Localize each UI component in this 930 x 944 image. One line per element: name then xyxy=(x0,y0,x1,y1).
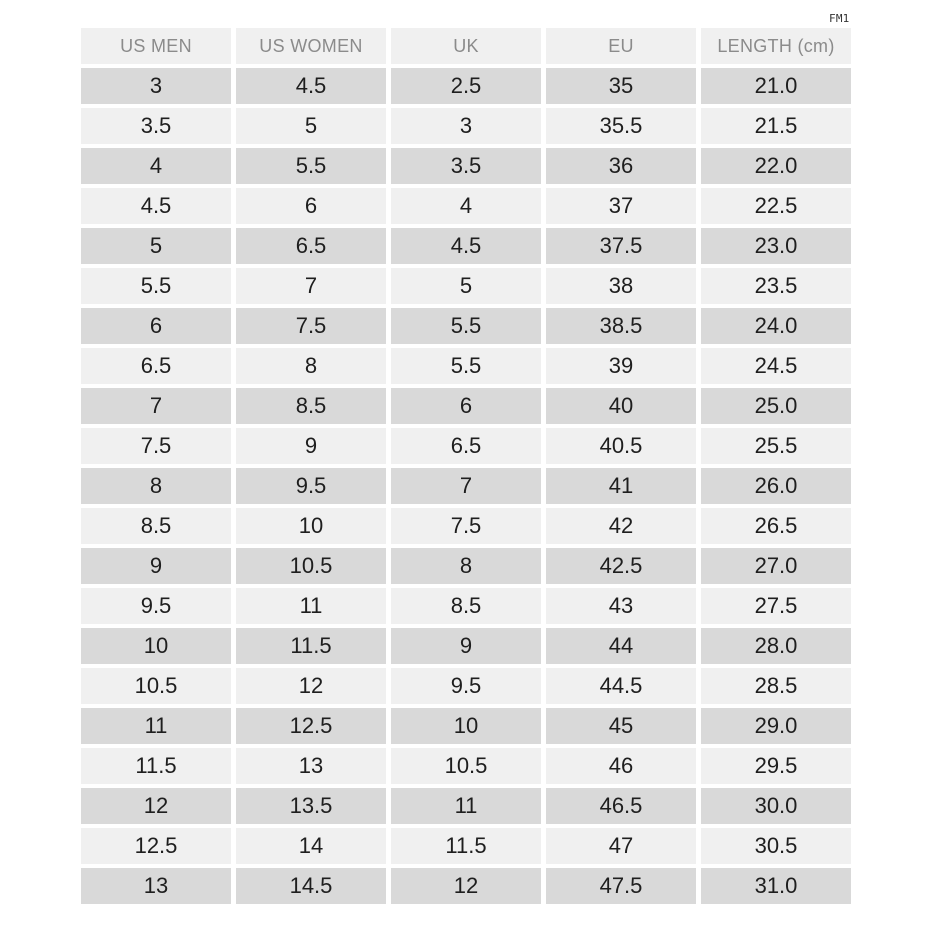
table-cell-eu: 42.5 xyxy=(546,548,696,584)
table-cell-us-men: 7.5 xyxy=(81,428,231,464)
table-cell-eu: 37 xyxy=(546,188,696,224)
table-cell-us-men: 9 xyxy=(81,548,231,584)
table-cell-eu: 35.5 xyxy=(546,108,696,144)
table-cell-us-women: 11.5 xyxy=(236,628,386,664)
table-cell-length-cm: 25.0 xyxy=(701,388,851,424)
table-cell-eu: 46 xyxy=(546,748,696,784)
table-cell-us-women: 7 xyxy=(236,268,386,304)
table-cell-uk: 5.5 xyxy=(391,308,541,344)
table-cell-us-men: 13 xyxy=(81,868,231,904)
table-cell-us-women: 13 xyxy=(236,748,386,784)
table-cell-length-cm: 26.0 xyxy=(701,468,851,504)
table-cell-us-women: 14 xyxy=(236,828,386,864)
table-cell-uk: 3 xyxy=(391,108,541,144)
column-header-us-women: US WOMEN xyxy=(236,28,386,64)
table-cell-eu: 44.5 xyxy=(546,668,696,704)
table-cell-us-men: 4.5 xyxy=(81,188,231,224)
table-cell-uk: 3.5 xyxy=(391,148,541,184)
table-cell-us-men: 3 xyxy=(81,68,231,104)
table-cell-us-men: 11 xyxy=(81,708,231,744)
column-header-eu: EU xyxy=(546,28,696,64)
table-cell-length-cm: 23.0 xyxy=(701,228,851,264)
table-cell-length-cm: 29.5 xyxy=(701,748,851,784)
table-cell-uk: 10 xyxy=(391,708,541,744)
table-cell-uk: 5.5 xyxy=(391,348,541,384)
table-cell-uk: 8 xyxy=(391,548,541,584)
table-cell-us-men: 5 xyxy=(81,228,231,264)
table-cell-us-men: 7 xyxy=(81,388,231,424)
table-cell-eu: 40.5 xyxy=(546,428,696,464)
table-cell-uk: 2.5 xyxy=(391,68,541,104)
table-cell-eu: 38 xyxy=(546,268,696,304)
table-cell-length-cm: 21.5 xyxy=(701,108,851,144)
table-cell-length-cm: 22.5 xyxy=(701,188,851,224)
table-cell-us-men: 12 xyxy=(81,788,231,824)
table-cell-eu: 39 xyxy=(546,348,696,384)
table-cell-us-women: 10 xyxy=(236,508,386,544)
table-cell-us-men: 12.5 xyxy=(81,828,231,864)
table-cell-us-women: 8 xyxy=(236,348,386,384)
table-cell-us-women: 7.5 xyxy=(236,308,386,344)
table-cell-eu: 35 xyxy=(546,68,696,104)
table-cell-uk: 7.5 xyxy=(391,508,541,544)
table-cell-uk: 7 xyxy=(391,468,541,504)
table-cell-length-cm: 22.0 xyxy=(701,148,851,184)
table-cell-us-men: 10 xyxy=(81,628,231,664)
table-cell-uk: 4.5 xyxy=(391,228,541,264)
table-cell-us-women: 6 xyxy=(236,188,386,224)
table-cell-us-men: 8.5 xyxy=(81,508,231,544)
table-cell-eu: 43 xyxy=(546,588,696,624)
table-cell-eu: 47 xyxy=(546,828,696,864)
table-cell-uk: 11 xyxy=(391,788,541,824)
table-cell-eu: 38.5 xyxy=(546,308,696,344)
table-cell-length-cm: 23.5 xyxy=(701,268,851,304)
table-cell-eu: 45 xyxy=(546,708,696,744)
table-cell-us-men: 8 xyxy=(81,468,231,504)
table-cell-length-cm: 24.5 xyxy=(701,348,851,384)
size-conversion-table xyxy=(81,28,851,944)
table-cell-eu: 46.5 xyxy=(546,788,696,824)
table-cell-uk: 10.5 xyxy=(391,748,541,784)
table-cell-length-cm: 31.0 xyxy=(701,868,851,904)
table-cell-us-women: 9.5 xyxy=(236,468,386,504)
table-cell-eu: 41 xyxy=(546,468,696,504)
table-cell-us-men: 6 xyxy=(81,308,231,344)
table-cell-us-men: 6.5 xyxy=(81,348,231,384)
table-cell-eu: 47.5 xyxy=(546,868,696,904)
table-cell-us-men: 10.5 xyxy=(81,668,231,704)
table-cell-length-cm: 24.0 xyxy=(701,308,851,344)
table-cell-length-cm: 25.5 xyxy=(701,428,851,464)
table-cell-us-women: 13.5 xyxy=(236,788,386,824)
table-cell-uk: 4 xyxy=(391,188,541,224)
table-cell-length-cm: 30.5 xyxy=(701,828,851,864)
table-cell-uk: 9.5 xyxy=(391,668,541,704)
table-cell-us-men: 11.5 xyxy=(81,748,231,784)
table-cell-us-men: 5.5 xyxy=(81,268,231,304)
table-cell-us-women: 12 xyxy=(236,668,386,704)
table-cell-us-women: 8.5 xyxy=(236,388,386,424)
table-cell-length-cm: 28.0 xyxy=(701,628,851,664)
table-cell-uk: 5 xyxy=(391,268,541,304)
table-cell-length-cm: 21.0 xyxy=(701,68,851,104)
table-cell-uk: 6 xyxy=(391,388,541,424)
chart-code-label: FM1 xyxy=(829,12,850,25)
table-cell-us-men: 3.5 xyxy=(81,108,231,144)
table-cell-length-cm: 27.5 xyxy=(701,588,851,624)
table-cell-us-men: 4 xyxy=(81,148,231,184)
table-cell-eu: 40 xyxy=(546,388,696,424)
table-cell-us-women: 4.5 xyxy=(236,68,386,104)
table-cell-us-women: 5.5 xyxy=(236,148,386,184)
table-cell-uk: 8.5 xyxy=(391,588,541,624)
table-cell-us-women: 5 xyxy=(236,108,386,144)
table-cell-eu: 36 xyxy=(546,148,696,184)
table-cell-length-cm: 29.0 xyxy=(701,708,851,744)
table-cell-us-women: 9 xyxy=(236,428,386,464)
table-cell-eu: 44 xyxy=(546,628,696,664)
column-header-length-cm: LENGTH (cm) xyxy=(701,28,851,64)
table-cell-length-cm: 30.0 xyxy=(701,788,851,824)
column-header-uk: UK xyxy=(391,28,541,64)
table-cell-uk: 6.5 xyxy=(391,428,541,464)
table-cell-uk: 9 xyxy=(391,628,541,664)
table-cell-us-women: 6.5 xyxy=(236,228,386,264)
table-cell-length-cm: 28.5 xyxy=(701,668,851,704)
table-cell-us-women: 12.5 xyxy=(236,708,386,744)
table-cell-us-women: 10.5 xyxy=(236,548,386,584)
table-cell-us-women: 14.5 xyxy=(236,868,386,904)
table-cell-length-cm: 27.0 xyxy=(701,548,851,584)
table-cell-eu: 37.5 xyxy=(546,228,696,264)
table-cell-uk: 12 xyxy=(391,868,541,904)
table-cell-us-women: 11 xyxy=(236,588,386,624)
table-cell-us-men: 9.5 xyxy=(81,588,231,624)
table-cell-uk: 11.5 xyxy=(391,828,541,864)
table-cell-eu: 42 xyxy=(546,508,696,544)
column-header-us-men: US MEN xyxy=(81,28,231,64)
table-cell-length-cm: 26.5 xyxy=(701,508,851,544)
